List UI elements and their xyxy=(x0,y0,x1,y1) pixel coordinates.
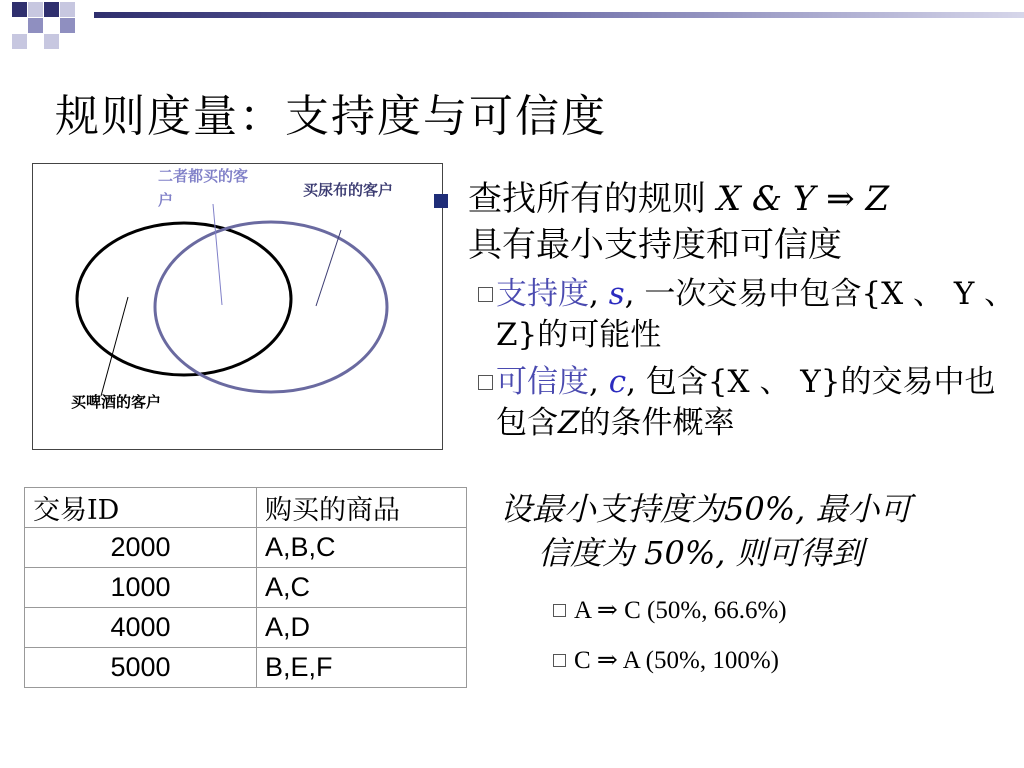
confidence-sep: , xyxy=(589,364,609,400)
transaction-id: 1000 xyxy=(25,568,257,608)
var-z: Z xyxy=(865,179,890,219)
transaction-table xyxy=(24,487,467,688)
beer-buyers-label: 买啤酒的客户 xyxy=(71,393,162,411)
deco-square xyxy=(60,2,75,17)
diaper-buyers-label: 买尿布的客户 xyxy=(303,181,394,199)
transaction-id: 5000 xyxy=(25,648,257,688)
purchased-items: A,B,C xyxy=(257,528,467,568)
both-buyers-label: 二者都买的客户 xyxy=(158,167,249,209)
confidence-description-1: , 包含{X 、 Y}的交易中也包含 xyxy=(496,364,996,441)
example-text xyxy=(500,487,1000,575)
rule-2-text: C ⇒ A (50%, 100%) xyxy=(574,647,779,674)
both-pointer-line xyxy=(213,204,222,305)
table-header-row xyxy=(25,488,467,528)
table-row xyxy=(25,568,467,608)
column-header-items: 购买的商品 xyxy=(257,488,467,528)
main-bullet-prefix: 查找所有的规则 xyxy=(468,179,717,219)
deco-square xyxy=(28,2,43,17)
amp-symbol: & xyxy=(741,179,793,219)
main-bullet-suffix: 具有最小支持度和可信度 xyxy=(468,225,842,265)
purchased-items: A,D xyxy=(257,608,467,648)
checkbox-bullet-icon xyxy=(553,654,566,667)
transaction-id: 4000 xyxy=(25,608,257,648)
checkbox-bullet-icon xyxy=(553,604,566,617)
deco-square xyxy=(60,18,75,33)
var-x: X xyxy=(716,179,742,219)
deco-square xyxy=(28,18,43,33)
confidence-symbol: c xyxy=(608,364,627,400)
rule-a-implies-c xyxy=(553,595,787,625)
confidence-definition xyxy=(430,362,1024,444)
confidence-var-z: Z xyxy=(558,405,580,441)
support-symbol: s xyxy=(608,276,625,312)
support-sep: , xyxy=(589,276,609,312)
purchased-items: B,E,F xyxy=(257,648,467,688)
table-row xyxy=(25,528,467,568)
example-line-1: 设最小支持度为50%, 最小可 xyxy=(500,490,912,528)
support-definition xyxy=(430,274,1024,356)
diaper-circle xyxy=(155,222,387,392)
venn-diagram xyxy=(32,163,443,450)
deco-square xyxy=(12,2,27,17)
checkbox-bullet-icon xyxy=(478,375,493,390)
implies-arrow: ⇒ xyxy=(815,179,866,219)
beer-circle xyxy=(77,223,291,375)
confidence-description-2: 的条件概率 xyxy=(579,405,735,441)
bullet-square-icon xyxy=(434,194,448,208)
column-header-id: 交易ID xyxy=(25,488,257,528)
beer-pointer-line xyxy=(101,297,128,396)
support-description: , 一次交易中包含{X 、 Y 、 Z}的可能性 xyxy=(496,276,1016,353)
checkbox-bullet-icon xyxy=(478,287,493,302)
page-title: 规则度量：支持度与可信度 xyxy=(55,91,607,142)
table-row xyxy=(25,608,467,648)
definition-list xyxy=(430,176,1024,444)
top-accent-bar xyxy=(94,12,1024,18)
support-term: 支持度 xyxy=(496,276,589,312)
deco-square xyxy=(44,34,59,49)
rule-1-text: A ⇒ C (50%, 66.6%) xyxy=(574,597,787,624)
var-y: Y xyxy=(792,179,816,219)
diaper-pointer-line xyxy=(316,230,341,306)
main-bullet xyxy=(430,176,1024,268)
example-line-2: 信度为 50%, 则可得到 xyxy=(538,534,864,572)
table-row xyxy=(25,648,467,688)
deco-square xyxy=(44,2,59,17)
transaction-id: 2000 xyxy=(25,528,257,568)
confidence-term: 可信度 xyxy=(496,364,589,400)
rule-c-implies-a xyxy=(553,645,779,675)
deco-square xyxy=(12,34,27,49)
purchased-items: A,C xyxy=(257,568,467,608)
